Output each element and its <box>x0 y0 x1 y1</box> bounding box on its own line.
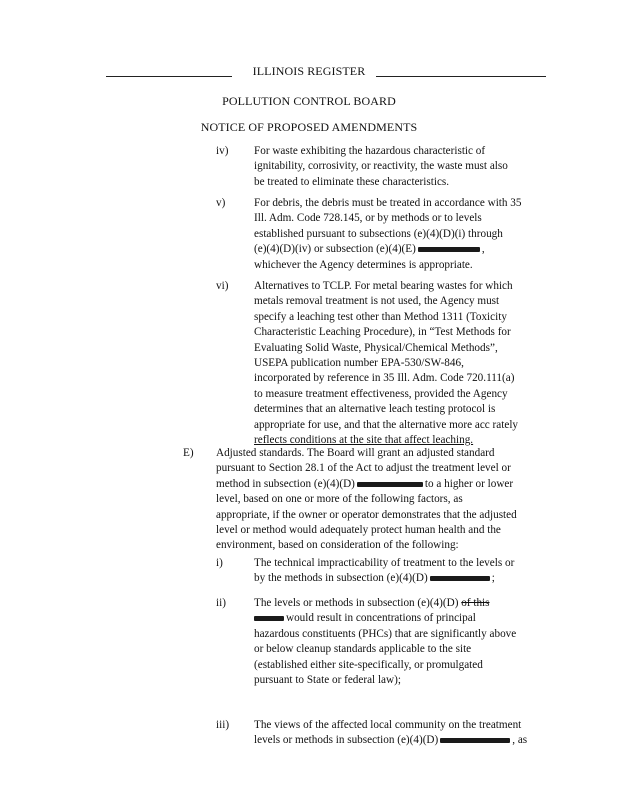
text-line: level or method would adequately protect human health and the <box>216 524 501 537</box>
text-segment: , as <box>512 734 528 747</box>
redaction-mark <box>254 616 284 621</box>
text-line: whichever the Agency determines is appropriate. <box>254 258 473 271</box>
text-line: be treated to eliminate these characteristics. <box>254 175 450 188</box>
text-line: pursuant to State or federal law); <box>254 674 401 687</box>
text-line: determines that an alternative leach testing protocol is <box>254 403 496 416</box>
text-line: to measure treatment effectiveness, provided the Agency <box>254 387 508 400</box>
text-line: Adjusted standards. The Board will grant an adjusted standard <box>216 447 495 459</box>
text-segment: would result in concentrations of principal <box>286 612 476 625</box>
text-line <box>254 596 516 611</box>
text-line: ignitability, corrosivity, or reactivity, the waste must also <box>254 160 508 173</box>
item-E-ii-number: ii) <box>216 597 226 609</box>
redaction-mark <box>440 738 510 743</box>
text-line <box>254 611 516 626</box>
text-line <box>216 477 517 492</box>
text-line: environment, based on consideration of the following: <box>216 539 459 552</box>
text-line <box>254 733 527 748</box>
text-line: level, based on one or more of the following factors, as <box>216 493 463 506</box>
item-E-iii-number: iii) <box>216 719 230 731</box>
text-segment: The levels or methods in subsection (e)(4)(D) <box>254 597 459 609</box>
item-vi-text <box>254 279 518 448</box>
board-title: POLLUTION CONTROL BOARD <box>222 94 396 108</box>
text-line: reflects conditions at the site that affect leaching. <box>254 434 474 447</box>
text-line: For debris, the debris must be treated in accordance with 35 <box>254 197 522 209</box>
text-line: appropriate for use, and that the alternative more acc rately <box>254 418 519 431</box>
text-line: or below cleanup standards applicable to the site <box>254 643 472 656</box>
text-segment: to a higher or lower <box>424 477 514 490</box>
item-vi-number: vi) <box>216 280 229 292</box>
item-E-iii-text <box>254 718 527 749</box>
redaction-mark <box>418 247 480 252</box>
item-E-number: E) <box>183 447 194 459</box>
item-E-i-text <box>254 556 514 587</box>
item-v-number: v) <box>216 197 226 209</box>
text-line: Alternatives to TCLP. For metal bearing wastes for which <box>254 280 513 292</box>
text-line: Evaluating Solid Waste, Physical/Chemical Methods”, <box>254 341 498 354</box>
item-E-text <box>216 446 517 554</box>
text-line: appropriate, if the owner or operator demonstrates that the adjusted <box>216 508 517 521</box>
text-segment: method in subsection (e)(4)(D) <box>216 477 355 490</box>
text-line: The technical impracticability of treatment to the levels or <box>254 557 515 569</box>
text-line: Ill. Adm. Code 728.145, or by methods or to levels <box>254 212 482 225</box>
item-E-i-number: i) <box>216 557 223 569</box>
text-segment: , <box>481 243 485 256</box>
text-line: (established either site-specifically, or promulgated <box>254 658 483 671</box>
text-segment: by the methods in subsection (e)(4)(D) <box>254 572 428 585</box>
item-iv-number: iv) <box>216 145 229 157</box>
text-line <box>254 571 514 586</box>
register-title: ILLINOIS REGISTER <box>252 64 366 78</box>
text-line <box>254 242 521 257</box>
text-line: Characteristic Leaching Procedure), in “Test Methods for <box>254 326 511 339</box>
text-segment: (e)(4)(D)(iv) or subsection (e)(4)(E) <box>254 243 416 256</box>
text-line: specify a leaching test other than Method 1311 (Toxicity <box>254 310 507 323</box>
text-line: The views of the affected local community on the treatment <box>254 719 522 731</box>
text-line: USEPA publication number EPA-530/SW-846, <box>254 357 464 370</box>
text-line: pursuant to Section 28.1 of the Act to adjust the treatment level or <box>216 462 511 475</box>
redaction-mark <box>357 482 423 487</box>
text-segment: levels or methods in subsection (e)(4)(D) <box>254 734 439 747</box>
struck-text: of this <box>461 597 490 609</box>
item-v-text <box>254 196 521 273</box>
notice-title: NOTICE OF PROPOSED AMENDMENTS <box>200 120 418 134</box>
text-line: incorporated by reference in 35 Ill. Adm. Code 720.111(a) <box>254 372 515 385</box>
item-E-ii-text <box>254 596 516 688</box>
item-iv-text <box>254 144 508 190</box>
text-line: established pursuant to subsections (e)(4)(D)(i) through <box>254 227 503 240</box>
text-line: For waste exhibiting the hazardous characteristic of <box>254 145 486 157</box>
text-line: metals removal treatment is not used, the Agency must <box>254 295 500 308</box>
text-segment: ; <box>491 572 495 585</box>
redaction-mark <box>430 576 490 581</box>
text-line: hazardous constituents (PHCs) that are significantly above <box>254 627 517 640</box>
